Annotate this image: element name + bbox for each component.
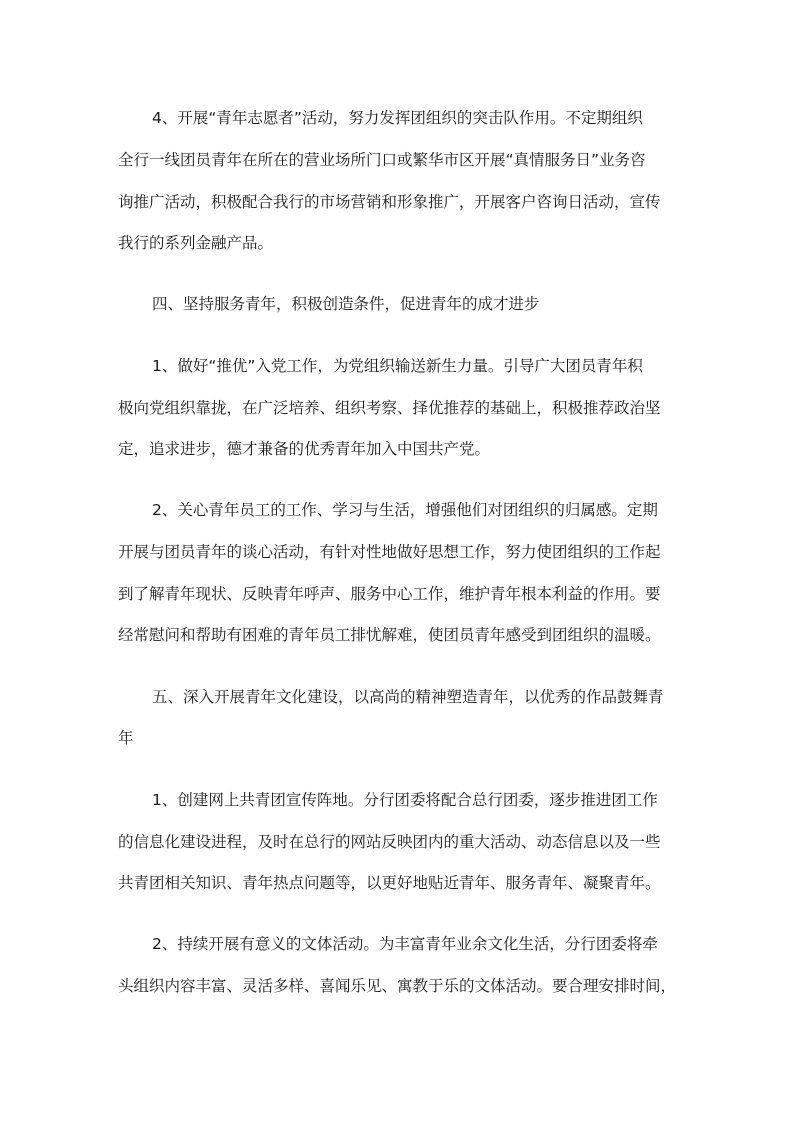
line-text: 1、做好“推优”入党工作，为党组织输送新生力量。引导广大团员青年积 [152,357,643,375]
paragraph-2-line [0,393,794,423]
paragraph-1-line [0,187,794,217]
line-text: 定，追求进步，德才兼备的优秀青年加入中国共产党。 [118,440,491,458]
line-text: 2、持续开展有意义的文体活动。为丰富青年业余文化生活，分行团委将牵 [152,935,658,953]
line-text: 的信息化建设进程，及时在总行的网站反映团内的重大活动、动态信息以及一些 [118,833,661,851]
line-text: 4、开展“青年志愿者”活动，努力发挥团组织的突击队作用。不定期组织 [152,109,643,127]
paragraph-3-line [0,495,794,525]
line-text: 头组织内容丰富、灵活多样、喜闻乐见、寓教于乐的文体活动。要合理安排时间， [118,977,676,995]
paragraph-3-line [0,620,794,650]
section-heading-5 [0,723,794,753]
paragraph-4-line [0,827,794,857]
line-text: 开展与团员青年的谈心活动，有针对性地做好思想工作，努力使团组织的工作起 [118,543,661,561]
paragraph-2-line [0,351,794,381]
line-text: 询推广活动，积极配合我行的市场营销和形象推广，开展客户咨询日活动，宣传 [118,193,661,211]
section-heading-4 [0,289,794,319]
paragraph-2-line [0,434,794,464]
paragraph-1-line [0,228,794,258]
line-text: 经常慰问和帮助有困难的青年员工排忧解难，使团员青年感受到团组织的温暖。 [118,626,661,644]
heading-text: 五、深入开展青年文化建设，以高尚的精神塑造青年，以优秀的作品鼓舞青 [152,688,664,706]
heading-text: 年 [118,729,134,747]
paragraph-3-line [0,579,794,609]
line-text: 全行一线团员青年在所在的营业场所门口或繁华市区开展“真情服务日”业务咨 [118,151,646,169]
paragraph-5-line [0,929,794,959]
paragraph-3-line [0,537,794,567]
line-text: 2、关心青年员工的工作、学习与生活，增强他们对团组织的归属感。定期 [152,501,658,519]
paragraph-1-line [0,103,794,133]
heading-text: 四、坚持服务青年，积极创造条件，促进青年的成才进步 [152,295,540,313]
line-text: 共青团相关知识、青年热点问题等，以更好地贴近青年、服务青年、凝聚青年。 [118,874,661,892]
line-text: 1、创建网上共青团宣传阵地。分行团委将配合总行团委，逐步推进团工作 [152,791,658,809]
paragraph-4-line [0,785,794,815]
paragraph-4-line [0,868,794,898]
line-text: 极向党组织靠拢，在广泛培养、组织考察、择优推荐的基础上，积极推荐政治坚 [118,399,661,417]
paragraph-1-line [0,145,794,175]
line-text: 我行的系列金融产品。 [118,234,274,252]
section-heading-5 [0,682,794,712]
paragraph-5-line [0,971,794,1001]
line-text: 到了解青年现状、反映青年呼声、服务中心工作，维护青年根本利益的作用。要 [118,585,661,603]
